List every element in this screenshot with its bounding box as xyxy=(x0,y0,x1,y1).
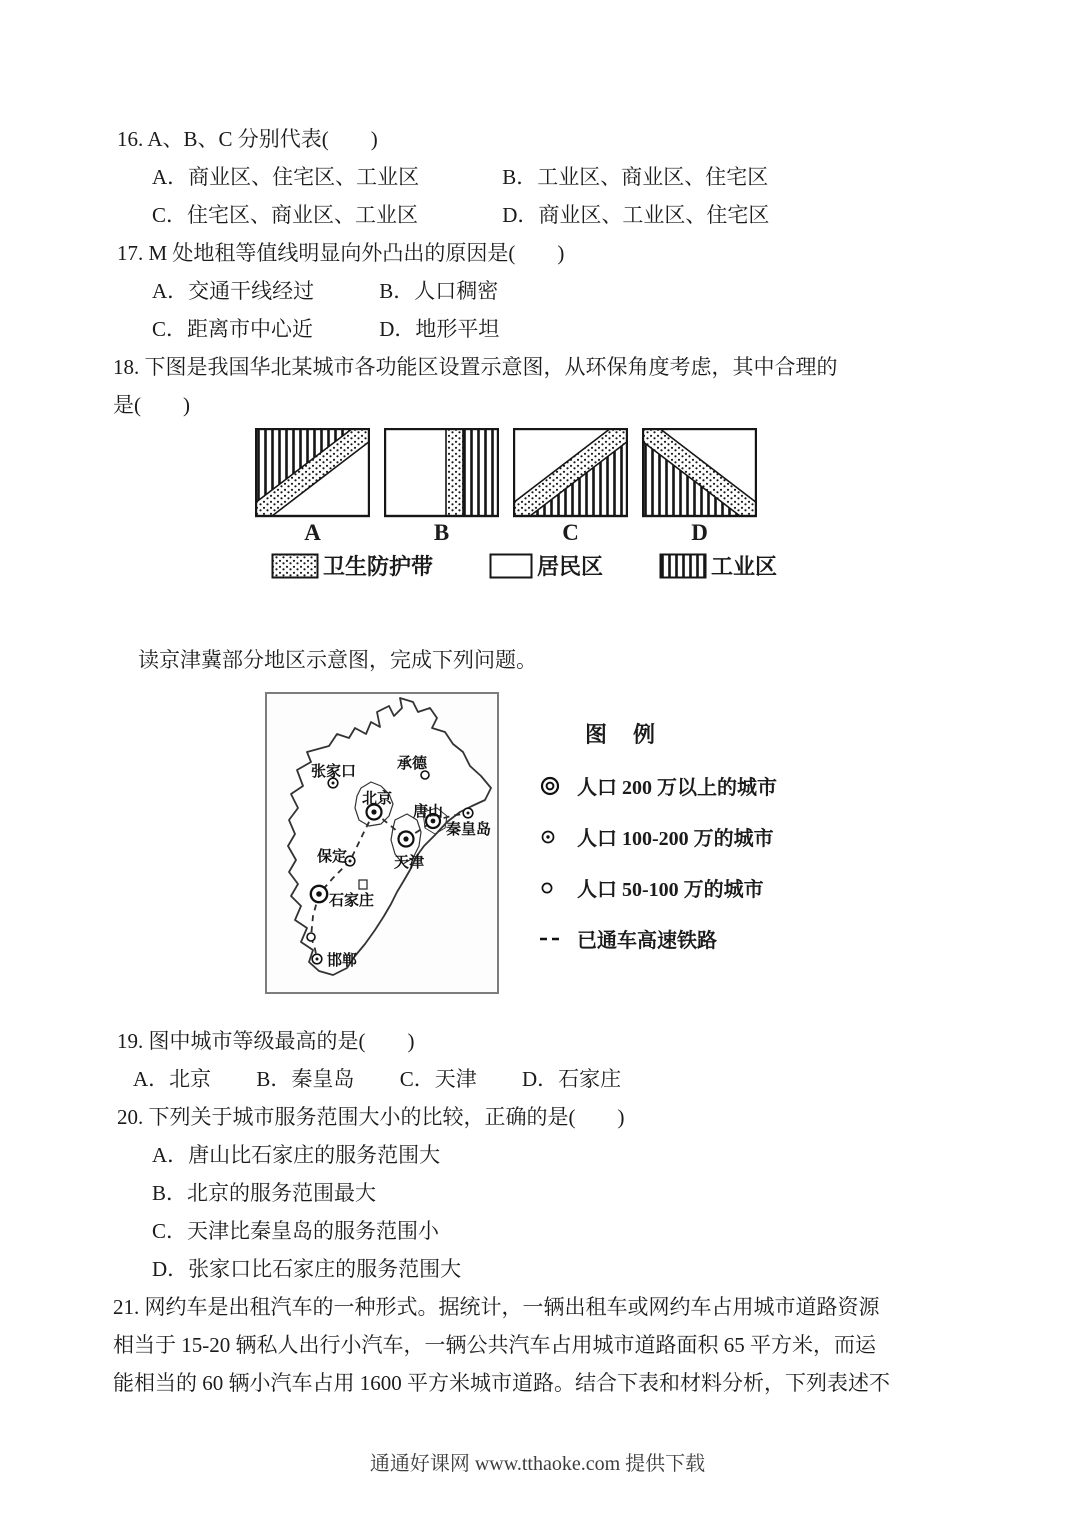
city-label-baoding: 保定 xyxy=(317,849,348,865)
city-label-zhangjiakou: 张家口 xyxy=(311,764,357,780)
zone-diagram-b xyxy=(384,428,499,518)
question-21-line2: 相当于 15-20 辆私人出行小汽车，一辆公共汽车占用城市道路面积 65 平方米，而运 xyxy=(113,1333,876,1357)
map-legend-title: 图 例 xyxy=(585,722,658,747)
question-17-option-d: D．地形平坦 xyxy=(379,317,500,341)
diagram-label-d: D xyxy=(691,520,708,545)
site-footer: 通通好课网 www.tthaoke.com 提供下载 xyxy=(369,1453,706,1475)
question-19-option-c: C．天津 xyxy=(399,1067,477,1091)
city-05m-1m-icon xyxy=(539,877,561,899)
city-label-beijing: 北京 xyxy=(362,791,393,807)
city-marker-qinhuangdao xyxy=(463,808,473,818)
city-marker-chengde xyxy=(421,771,429,779)
question-20-option-a: A．唐山比石家庄的服务范围大 xyxy=(152,1143,441,1167)
question-19-option-b: B．秦皇岛 xyxy=(256,1067,355,1091)
diagram-label-b: B xyxy=(433,520,450,545)
industrial-swatch-icon xyxy=(659,553,707,579)
question-20-option-d: D．张家口比石家庄的服务范围大 xyxy=(152,1257,462,1281)
map-intro-text: 读京津冀部分地区示意图，完成下列问题。 xyxy=(138,648,537,672)
question-16-option-d: D．商业区、工业区、住宅区 xyxy=(502,203,770,227)
question-18-stem-line1: 18. 下图是我国华北某城市各功能区设置示意图，从环保角度考虑，其中合理的 xyxy=(113,355,838,379)
question-17-option-a: A．交通干线经过 xyxy=(152,279,315,303)
diagram-label-a: A xyxy=(304,520,321,545)
question-19-option-d: D．石家庄 xyxy=(521,1067,622,1091)
map-legend-item-over-2m: 人口 200 万以上的城市 xyxy=(577,777,777,799)
city-label-shijiazhuang: 石家庄 xyxy=(329,893,375,909)
map-legend-item-hsr: 已通车高速铁路 xyxy=(577,930,717,952)
question-20-option-c: C．天津比秦皇岛的服务范围小 xyxy=(152,1219,440,1243)
city-marker-shijiazhuang xyxy=(311,886,327,902)
question-18-stem-line2: 是( ) xyxy=(113,393,190,417)
question-16-option-b: B．工业区、商业区、住宅区 xyxy=(502,165,769,189)
city-marker-unnamed xyxy=(307,933,315,941)
question-17-stem: 17. M 处地租等值线明显向外凸出的原因是( ) xyxy=(117,241,565,265)
sanitary-belt-swatch-icon xyxy=(271,553,319,579)
question-20-stem: 20. 下列关于城市服务范围大小的比较，正确的是( ) xyxy=(117,1105,625,1129)
hsr-line-icon xyxy=(539,928,563,950)
map-frame xyxy=(265,692,499,994)
city-1m-2m-icon xyxy=(539,826,561,848)
hebei-map xyxy=(267,694,497,992)
question-17-option-b: B．人口稠密 xyxy=(379,279,499,303)
question-19-option-a: A．北京 xyxy=(133,1067,212,1091)
legend-label-sanitary-belt: 卫生防护带 xyxy=(323,554,434,579)
question-20-option-b: B．北京的服务范围最大 xyxy=(152,1181,377,1205)
city-label-qinhuangdao: 秦皇岛 xyxy=(446,822,492,838)
question-21-line3: 能相当的 60 辆小汽车占用 1600 平方米城市道路。结合下表和材料分析，下列表述不 xyxy=(113,1371,890,1395)
question-16-stem: 16. A、B、C 分别代表( ) xyxy=(117,127,378,151)
functional-zones-figure xyxy=(255,428,965,581)
zone-diagram-d xyxy=(642,428,757,518)
city-label-chengde: 承德 xyxy=(397,756,428,772)
question-17-option-c: C．距离市中心近 xyxy=(152,317,314,341)
figure1-legend xyxy=(271,550,965,581)
question-19-stem: 19. 图中城市等级最高的是( ) xyxy=(117,1029,415,1053)
city-label-handan: 邯郸 xyxy=(327,953,358,969)
city-over-2m-icon xyxy=(539,775,561,797)
city-label-tangshan: 唐山 xyxy=(413,804,444,820)
map-legend-item-1m-2m: 人口 100-200 万的城市 xyxy=(577,828,774,850)
city-marker-tianjin xyxy=(399,832,414,847)
question-16-option-a: A．商业区、住宅区、工业区 xyxy=(152,165,420,189)
question-16-option-c: C．住宅区、商业区、工业区 xyxy=(152,203,419,227)
city-marker-handan xyxy=(312,954,322,964)
jingjinji-map-figure xyxy=(113,692,965,994)
map-legend xyxy=(539,692,777,994)
city-label-tianjin: 天津 xyxy=(394,855,425,871)
zone-diagram-a xyxy=(255,428,370,518)
legend-label-industrial: 工业区 xyxy=(711,554,778,579)
zone-diagram-c xyxy=(513,428,628,518)
residential-swatch-icon xyxy=(489,553,533,579)
diagram-label-c: C xyxy=(562,520,579,545)
legend-label-residential: 居民区 xyxy=(537,554,604,579)
question-21-line1: 21. 网约车是出租汽车的一种形式。据统计，一辆出租车或网约车占用城市道路资源 xyxy=(113,1295,880,1319)
map-legend-item-05m-1m: 人口 50-100 万的城市 xyxy=(577,879,764,901)
boundary-notch xyxy=(359,880,367,889)
